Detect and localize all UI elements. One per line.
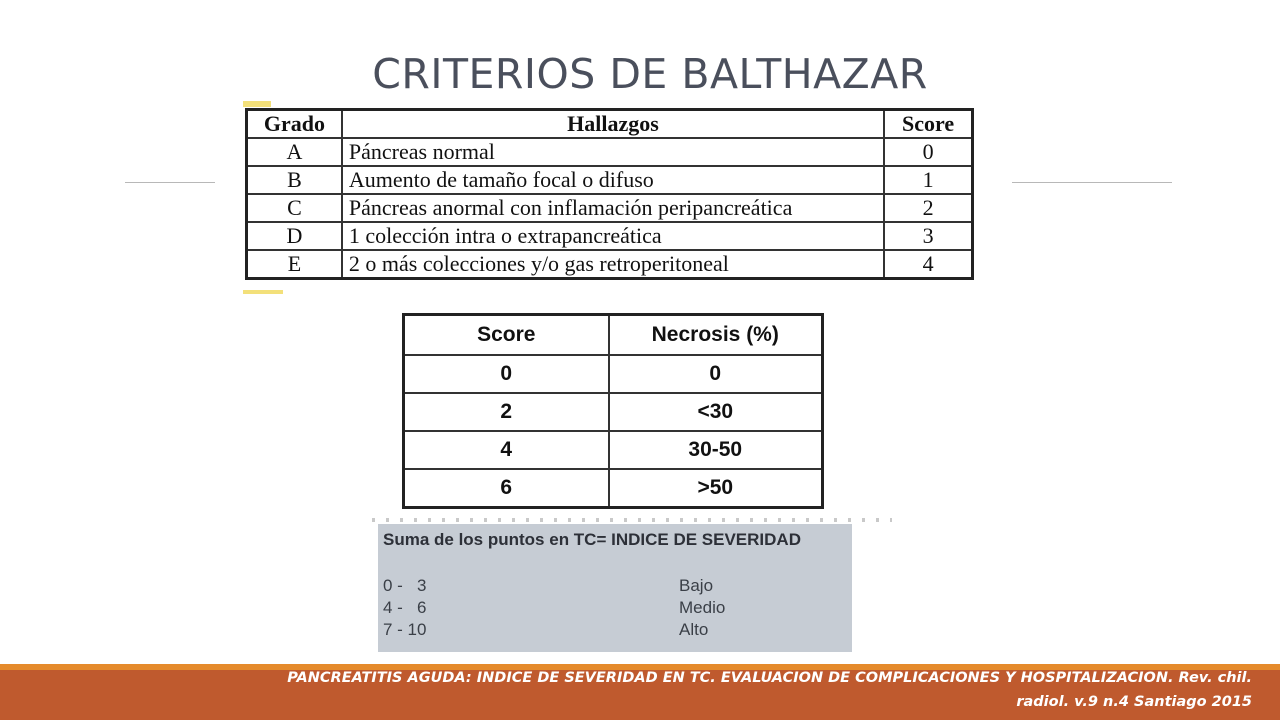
header-necrosis: Necrosis (%)	[609, 315, 823, 356]
score-cell: 1	[884, 166, 972, 194]
necrosis-cell: <30	[609, 393, 823, 431]
table-row	[247, 138, 973, 166]
table-row	[247, 194, 973, 222]
necrosis-cell: 0	[609, 355, 823, 393]
severity-heading: Suma de los puntos en TC= INDICE DE SEVERIDAD	[383, 530, 801, 549]
table-header-row	[404, 315, 823, 356]
score-cell: 4	[404, 431, 609, 469]
severity-level: Alto	[679, 620, 709, 639]
finding-cell: 2 o más colecciones y/o gas retroperitoneal	[342, 250, 884, 279]
grade-cell: E	[247, 250, 342, 279]
score-cell: 2	[404, 393, 609, 431]
citation-line-2: radiol. v.9 n.4 Santiago 2015	[1016, 694, 1252, 710]
finding-cell: Páncreas anormal con inflamación peripancreática	[342, 194, 884, 222]
score-cell: 4	[884, 250, 972, 279]
highlight-mark-top	[243, 101, 271, 107]
balthazar-grade-table	[245, 108, 974, 280]
severity-index-box	[378, 524, 852, 652]
finding-cell: 1 colección intra o extrapancreática	[342, 222, 884, 250]
necrosis-cell: 30-50	[609, 431, 823, 469]
decorative-line-right	[1012, 182, 1172, 183]
grade-cell: C	[247, 194, 342, 222]
grade-cell: D	[247, 222, 342, 250]
severity-range: 7 - 10	[383, 620, 427, 639]
score-cell: 0	[404, 355, 609, 393]
score-cell: 2	[884, 194, 972, 222]
score-cell: 6	[404, 469, 609, 508]
header-grado: Grado	[247, 110, 342, 139]
table-row	[247, 250, 973, 279]
necrosis-cell: >50	[609, 469, 823, 508]
header-score: Score	[884, 110, 972, 139]
grade-cell: B	[247, 166, 342, 194]
slide-title: CRITERIOS DE BALTHAZAR	[372, 50, 928, 98]
severity-range: 4 - 6	[383, 598, 427, 617]
table-row	[404, 431, 823, 469]
decorative-line-left	[125, 182, 215, 183]
table-row	[247, 166, 973, 194]
header-score: Score	[404, 315, 609, 356]
necrosis-score-table	[402, 313, 824, 509]
dotted-separator	[372, 518, 892, 522]
header-hallazgos: Hallazgos	[342, 110, 884, 139]
table-row	[404, 469, 823, 508]
score-cell: 3	[884, 222, 972, 250]
finding-cell: Páncreas normal	[342, 138, 884, 166]
severity-range: 0 - 3	[383, 576, 427, 595]
severity-level: Medio	[679, 598, 726, 617]
citation-text	[192, 666, 1252, 714]
score-cell: 0	[884, 138, 972, 166]
highlight-mark-bottom	[243, 290, 283, 294]
table-row	[404, 355, 823, 393]
severity-level: Bajo	[679, 576, 714, 595]
table-row	[247, 222, 973, 250]
citation-line-1: PANCREATITIS AGUDA: INDICE DE SEVERIDAD EN TC. EVALUACION DE COMPLICACIONES Y HOSPITALIZACION. Rev. chil.	[287, 670, 1252, 686]
table-header-row	[247, 110, 973, 139]
grade-cell: A	[247, 138, 342, 166]
table-row	[404, 393, 823, 431]
finding-cell: Aumento de tamaño focal o difuso	[342, 166, 884, 194]
